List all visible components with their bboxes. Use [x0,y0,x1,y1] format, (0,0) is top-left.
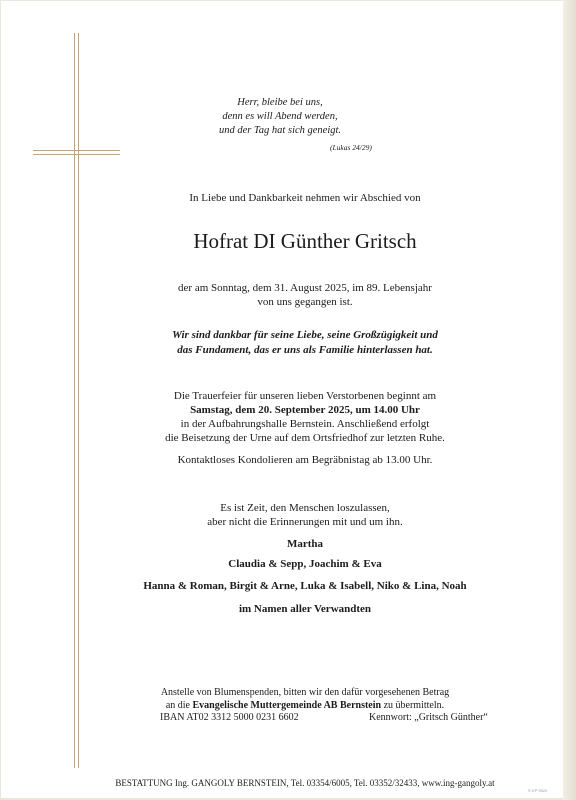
service-date: Samstag, dem 20. September 2025, um 14.00 Uhr [190,404,420,416]
relatives-note: im Namen aller Verwandten [238,603,372,615]
condolence-note: Kontaktloses Kondolieren am Begräbnistag ab 13.00 Uhr. [177,454,433,466]
death-notice-line: von uns gegangen ist. [257,296,353,308]
cross-horizontal-line [33,150,120,151]
cross-vertical-line [78,33,79,768]
farewell-quote [110,501,500,529]
family-member: Martha [286,538,324,550]
family-members: Claudia & Sepp, Joachim & Eva [228,558,382,570]
death-notice-line: der am Sonntag, dem 31. August 2025, im 89. Lebensjahr [178,282,432,294]
service-line: Die Trauerfeier für unseren lieben Verstorbenen beginnt am [173,390,437,402]
service-line: in der Aufbahrungshalle Bernstein. Anschließend erfolgt [180,418,430,430]
funeral-home-footer: BESTATTUNG Ing. GANGOLY BERNSTEIN, Tel. 03354/6005, Tel. 03352/32433, www.ing-gangoly.at [115,778,495,788]
donation-suffix: zu übermitteln. [381,700,445,711]
quote-line: aber nicht die Erinnerungen mit und um ihn. [207,516,403,528]
donation-line [110,699,500,712]
verse-reference: (Lukas 24/29) [330,143,372,152]
donation-line: Anstelle von Blumenspenden, bitten wir den dafür vorgesehenen Betrag [160,687,450,698]
death-notice [110,281,500,309]
donation-prefix: an die [165,700,193,711]
donation-recipient: Evangelische Muttergemeinde AB Bernstein [192,700,382,711]
quote-line: Es ist Zeit, den Menschen loszulassen, [220,502,390,514]
deceased-name: Hofrat DI Günther Gritsch [193,229,417,253]
cross-horizontal-line [33,154,120,155]
verse-line: Herr, bleibe bei uns, [237,97,323,108]
funeral-service-info [110,389,500,445]
thanks-text [110,328,500,358]
family-members: Hanna & Roman, Birgit & Arne, Luka & Isabell, Niko & Lina, Noah [143,580,467,592]
verse-line: und der Tag hat sich geneigt. [218,125,342,136]
payment-reference: Kennwort: „Gritsch Günther“ [369,712,488,723]
thanks-line: Wir sind dankbar für seine Liebe, seine Großzügigkeit und [172,329,438,341]
intro-text: In Liebe und Dankbarkeit nehmen wir Abschied von [189,192,421,204]
print-code: © EP 9520 [528,788,548,793]
service-line: die Beisetzung der Urne auf dem Ortsfriedhof zur letzten Ruhe. [165,432,445,444]
donation-note [110,686,500,712]
page-edge [563,0,576,800]
iban-number: IBAN AT02 3312 5000 0231 6602 [160,712,299,723]
cross-vertical-line [74,33,75,768]
bible-verse [180,96,380,138]
verse-line: denn es will Abend werden, [222,111,338,122]
thanks-line: das Fundament, das er uns als Familie hinterlassen hat. [177,344,433,356]
